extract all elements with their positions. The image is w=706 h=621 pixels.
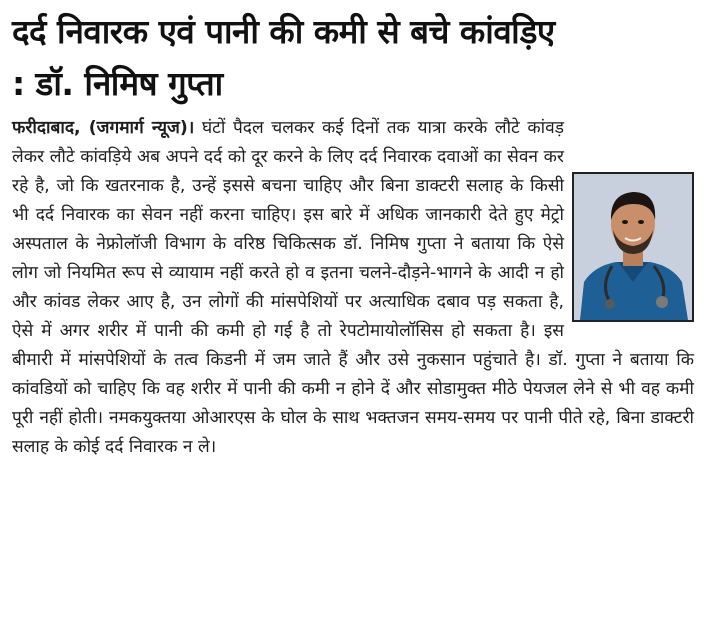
headline-line-1: दर्द निवारक एवं पानी की कमी से बचे कांवड़िए <box>12 12 555 51</box>
headline-line-2: : डॉ. निमिष गुप्ता <box>12 64 223 103</box>
article-text: घंटों पैदल चलकर कई दिनों तक यात्रा करके लौटे कांवड़ लेकर लौटे कांवड़िये अब अपने दर्द को दूर करने के लिए दर्द निवारक दवाओं का सेवन कर रहे है, जो कि खतरनाक है, उन्हें इससे बचना चाहिए और बिना डाक्टरी सलाह के किसी भी दर्द निवारक का सेवन नहीं करना चाहिए। इस बारे में अधिक जानकारी देते हुए मेट्रो अस्पताल के नेफ्रोलॉजी विभाग के वरिष्ठ चिकित्सक डॉ. निमिष गुप्ता ने बताया कि ऐसे लोग जो नियमित रूप से व्यायाम नहीं करते हो व इतना चलने-दौड़ने-भागने के आदी न हो और कांवड लेकर आए है, उन लोगों की मांसपेशियों पर अत्याधिक दबाव पड़ सकता है, ऐसे में अगर शरीर में पानी की कमी हो गई है तो रेपटोमायोलॉसिस हो सकता है। इस बीमारी में मांसपेशियों के तत्व किडनी में जम जाते हैं और उसे नुकसान पहुंचाते है। डॉ. गुप्ता ने बताया कि कांवडियों को चाहिए कि वह शरीर में पानी की कमी न होने दें और सोडामुक्त मीठे पेयजल लेने से भी वह कमी पूरी नहीं होती। नमकयुक्तया ओआरएस के घोल के साथ भक्तजन समय-समय पर पानी पीते रहे, बिना डाक्टरी सलाह के कोई दर्द निवारक न ले। <box>12 118 694 457</box>
doctor-photo <box>572 172 694 322</box>
dateline: फरीदाबाद, (जगमार्ग न्यूज)। <box>12 118 195 138</box>
headline <box>12 6 694 110</box>
doctor-portrait-icon <box>574 174 692 320</box>
article-body <box>12 114 694 462</box>
